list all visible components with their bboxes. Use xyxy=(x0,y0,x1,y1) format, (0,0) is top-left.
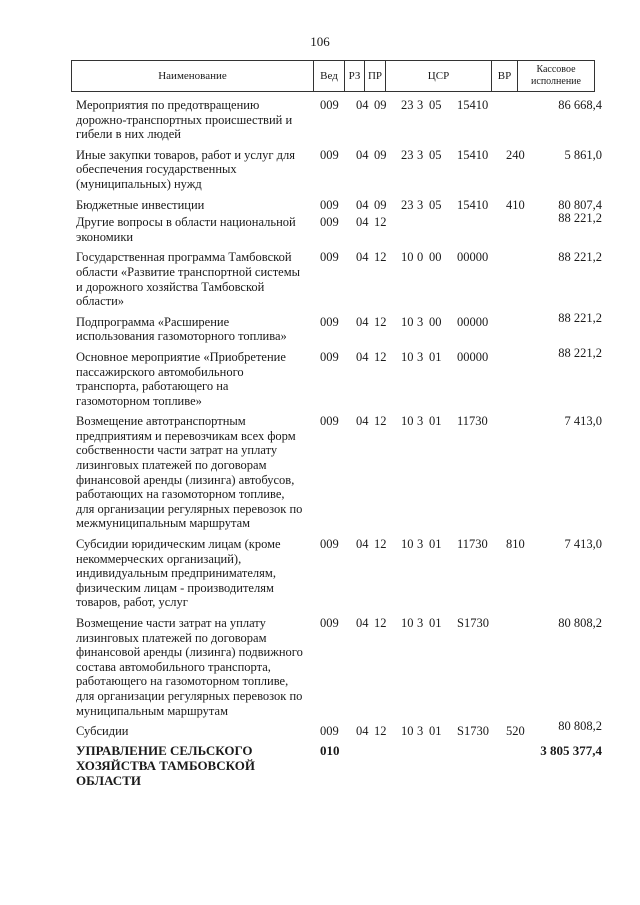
row-csr-event: 05 xyxy=(429,147,442,162)
row-csr-direction: 15410 xyxy=(457,197,489,212)
table-row xyxy=(71,98,616,142)
row-csr-subprogram: 3 xyxy=(417,98,424,112)
table-row xyxy=(71,537,616,610)
row-rz: 04 xyxy=(356,724,369,739)
row-pr: 09 xyxy=(374,98,387,112)
row-csr-event: 05 xyxy=(429,98,442,112)
row-rz: 04 xyxy=(356,537,369,552)
row-csr-subprogram: 3 xyxy=(417,314,424,329)
row-sum: 3 805 377,4 xyxy=(540,742,602,758)
row-sum: 80 808,2 xyxy=(558,616,602,630)
row-csr-event: 01 xyxy=(429,537,442,552)
row-csr-direction: 00000 xyxy=(457,349,489,364)
row-csr-event: 01 xyxy=(429,616,442,630)
row-csr-event: 01 xyxy=(429,349,442,364)
row-name: Возмещение части затрат на уплату лизинговых платежей по договорам финансовой аренды (лизинга) подвижного состава автомобильного транспорта, работающего на газомоторном топливе, для организации регулярных перевозок по муниципальным маршрутам xyxy=(76,616,303,718)
row-csr-subprogram: 3 xyxy=(417,349,424,364)
row-sum: 88 221,2 xyxy=(558,250,602,265)
row-name: УПРАВЛЕНИЕ СЕЛЬСКОГО ХОЗЯЙСТВА ТАМБОВСКОЙ ОБЛАСТИ xyxy=(76,742,255,788)
row-name: Иные закупки товаров, работ и услуг для обеспечения государственных (муниципальных) нужд xyxy=(76,147,296,191)
row-pr: 12 xyxy=(374,724,387,739)
row-ved: 009 xyxy=(320,616,339,630)
row-rz: 04 xyxy=(356,349,369,364)
row-pr: 09 xyxy=(374,147,387,162)
row-sum: 5 861,0 xyxy=(564,147,602,162)
row-name: Государственная программа Тамбовской области «Развитие транспортной системы и дорожного хозяйства Тамбовской области» xyxy=(76,250,301,309)
row-csr-program: 10 xyxy=(401,250,414,265)
row-csr-direction: 11730 xyxy=(457,414,488,429)
row-csr-event: 05 xyxy=(429,197,442,212)
table-row xyxy=(71,719,616,739)
row-name: Подпрограмма «Расширение использования газомоторного топлива» xyxy=(76,314,287,344)
table-row xyxy=(71,148,616,192)
row-pr: 12 xyxy=(374,537,387,552)
row-sum: 80 808,2 xyxy=(558,719,602,734)
row-csr-direction: 00000 xyxy=(457,314,489,329)
row-csr-program: 23 xyxy=(401,98,414,112)
row-ved: 009 xyxy=(320,414,339,429)
row-csr-direction: 15410 xyxy=(457,147,489,162)
row-ved: 009 xyxy=(320,349,339,364)
header-sum xyxy=(518,61,595,92)
row-sum: 88 221,2 xyxy=(558,310,602,325)
header-rz: РЗ xyxy=(345,61,365,92)
row-rz: 04 xyxy=(356,147,369,162)
row-csr-event: 01 xyxy=(429,724,442,739)
row-pr: 09 xyxy=(374,197,387,212)
row-rz: 04 xyxy=(356,616,369,630)
row-csr-subprogram: 3 xyxy=(417,414,424,429)
row-pr: 12 xyxy=(374,215,387,230)
table-header xyxy=(71,60,595,92)
row-csr-program: 23 xyxy=(401,147,414,162)
row-rz: 04 xyxy=(356,98,369,112)
row-sum: 7 413,0 xyxy=(564,537,602,552)
row-ved: 009 xyxy=(320,215,339,230)
row-csr-program: 23 xyxy=(401,197,414,212)
row-vr: 520 xyxy=(506,724,525,739)
row-name: Бюджетные инвестиции xyxy=(76,197,205,212)
row-csr-program: 10 xyxy=(401,414,414,429)
row-csr-program: 10 xyxy=(401,616,414,630)
row-pr: 12 xyxy=(374,314,387,329)
table-row xyxy=(71,211,616,244)
row-rz: 04 xyxy=(356,250,369,265)
row-sum: 7 413,0 xyxy=(564,414,602,429)
table-row-department xyxy=(71,743,616,788)
row-ved: 009 xyxy=(320,197,339,212)
row-csr-direction: S1730 xyxy=(457,724,489,739)
row-sum: 88 221,2 xyxy=(558,345,602,360)
table-row xyxy=(71,250,616,308)
row-csr-program: 10 xyxy=(401,537,414,552)
row-sum: 86 668,4 xyxy=(558,98,602,112)
row-ved: 009 xyxy=(320,537,339,552)
row-name: Основное мероприятие «Приобретение пассажирского автомобильного транспорта, работающего на газомоторном топливе» xyxy=(76,349,286,408)
row-ved: 009 xyxy=(320,250,339,265)
table-row xyxy=(71,345,616,408)
table-row xyxy=(71,198,616,213)
row-csr-program: 10 xyxy=(401,724,414,739)
row-csr-direction: 11730 xyxy=(457,537,488,552)
row-pr: 12 xyxy=(374,616,387,630)
row-rz: 04 xyxy=(356,215,369,230)
row-csr-program: 10 xyxy=(401,314,414,329)
row-sum: 88 221,2 xyxy=(558,211,602,226)
row-csr-subprogram: 3 xyxy=(417,724,424,739)
table-row xyxy=(71,414,616,531)
row-csr-event: 00 xyxy=(429,250,442,265)
table-row xyxy=(71,310,616,344)
header-ved: Вед xyxy=(314,61,345,92)
row-csr-direction: 00000 xyxy=(457,250,489,265)
row-rz: 04 xyxy=(356,314,369,329)
row-csr-subprogram: 3 xyxy=(417,147,424,162)
table-row xyxy=(71,616,616,718)
header-sum-line2: исполнение xyxy=(531,76,581,87)
row-csr-subprogram: 3 xyxy=(417,197,424,212)
page-number: 106 xyxy=(310,34,330,49)
row-pr: 12 xyxy=(374,250,387,265)
row-csr-subprogram: 3 xyxy=(417,537,424,552)
row-csr-direction: 15410 xyxy=(457,98,489,112)
row-csr-event: 01 xyxy=(429,414,442,429)
row-rz: 04 xyxy=(356,197,369,212)
row-name: Субсидии юридическим лицам (кроме некоммерческих организаций), индивидуальным предпринимателям, физическим лицам - производителям товаров, работ, услуг xyxy=(76,537,281,610)
row-ved: 009 xyxy=(320,314,339,329)
header-sum-line1: Кассовое xyxy=(536,64,576,75)
row-vr: 410 xyxy=(506,197,525,212)
row-ved: 010 xyxy=(320,742,340,758)
row-rz: 04 xyxy=(356,414,369,429)
header-vr: ВР xyxy=(492,61,518,92)
row-pr: 12 xyxy=(374,349,387,364)
row-vr: 810 xyxy=(506,537,525,552)
row-csr-subprogram: 0 xyxy=(417,250,424,265)
row-csr-event: 00 xyxy=(429,314,442,329)
row-csr-program: 10 xyxy=(401,349,414,364)
row-csr-subprogram: 3 xyxy=(417,616,424,630)
row-vr: 240 xyxy=(506,147,525,162)
row-csr-direction: S1730 xyxy=(457,616,489,630)
row-ved: 009 xyxy=(320,147,339,162)
row-ved: 009 xyxy=(320,724,339,739)
header-csr: ЦСР xyxy=(386,61,492,92)
row-name: Мероприятия по предотвращению дорожно-транспортных происшествий и гибели в них людей xyxy=(76,98,293,142)
table-body xyxy=(71,98,616,788)
row-name: Возмещение автотранспортным предприятиям и перевозчикам всех форм собственности части затрат на уплату лизинговых платежей по договорам финансовой аренды (лизинга) автобусов, работающих на газомоторном топливе, для организации регулярных перевозок по межмуниципальным маршрутам xyxy=(76,414,303,531)
row-name: Другие вопросы в области национальной экономики xyxy=(76,215,296,244)
header-name: Наименование xyxy=(72,61,314,92)
row-sum: 80 807,4 xyxy=(558,197,602,212)
header-pr: ПР xyxy=(365,61,386,92)
row-name: Субсидии xyxy=(76,724,129,739)
row-pr: 12 xyxy=(374,414,387,429)
row-ved: 009 xyxy=(320,98,339,112)
